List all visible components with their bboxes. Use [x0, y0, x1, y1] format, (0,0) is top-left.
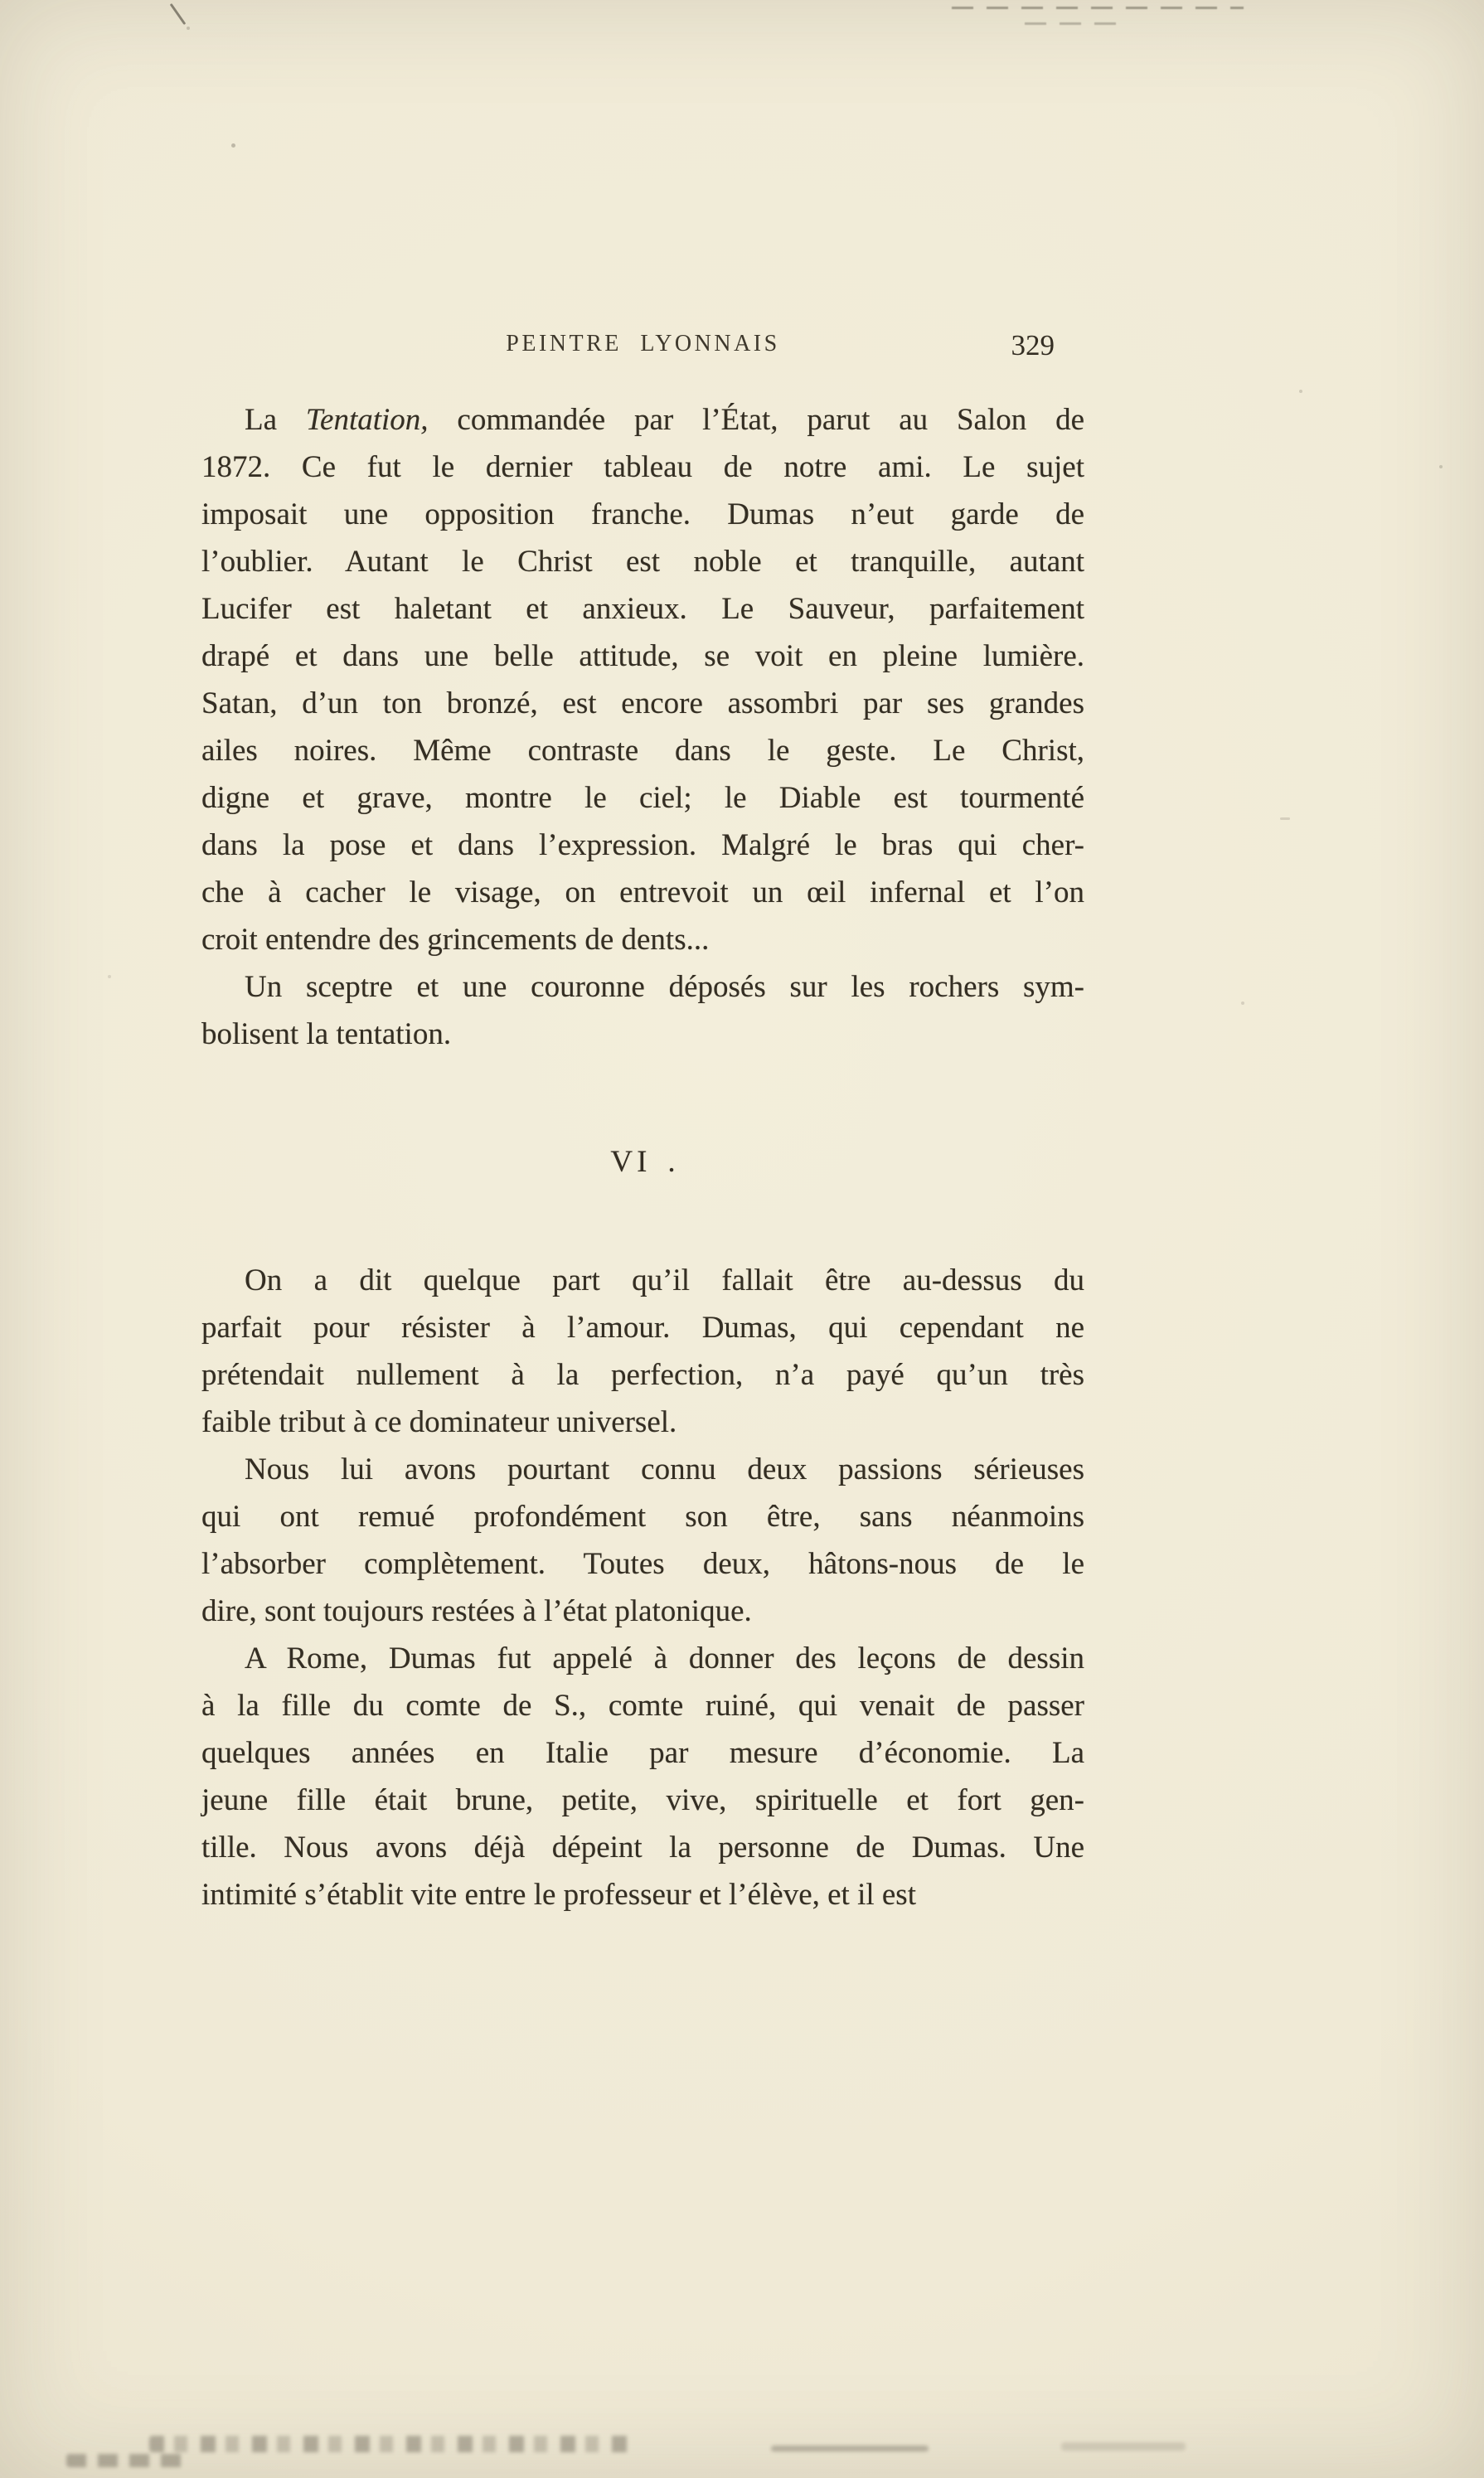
text-line	[201, 822, 1084, 869]
text-segment: tille. Nous avons déjà dépeint la personne de Dumas. Une	[201, 1831, 1084, 1865]
text-line	[201, 1588, 1084, 1635]
text-segment: prétendait nullement à la perfection, n’a payé qu’un très	[201, 1358, 1084, 1392]
scan-mark-dashes-top-right-2	[1025, 22, 1118, 25]
text-column	[201, 325, 1084, 1918]
text-line	[201, 1446, 1084, 1493]
text-segment: Nous lui avons pourtant connu deux passions sérieuses	[245, 1452, 1084, 1486]
text-segment: ailes noires. Même contraste dans le geste. Le Christ,	[201, 734, 1084, 768]
text-segment: Lucifer est haletant et anxieux. Le Sauveur, parfaitement	[201, 592, 1084, 626]
page-header	[201, 325, 1084, 363]
scan-speck	[1299, 390, 1302, 393]
italic-text: Tentation,	[305, 403, 429, 437]
text-segment: intimité s’établit vite entre le professeur et l’élève, et il est	[201, 1878, 916, 1912]
text-line	[201, 1682, 1084, 1729]
text-segment: che à cacher le visage, on entrevoit un œil infernal et l’on	[201, 875, 1084, 909]
scan-speck	[108, 975, 111, 978]
ink-bleedthrough-bottom-left	[66, 2454, 191, 2467]
scan-mark-dashes-top-right-1	[952, 7, 1244, 9]
ink-bleedthrough-bottom-right	[1061, 2442, 1186, 2451]
text-line	[201, 1351, 1084, 1399]
text-line	[201, 1257, 1084, 1304]
text-segment: jeune fille était brune, petite, vive, spirituelle et fort gen-	[201, 1783, 1084, 1817]
ink-bleedthrough-bottom	[149, 2436, 630, 2452]
text-line	[201, 1304, 1084, 1351]
text-line	[201, 680, 1084, 727]
text-segment: croit entendre des grincements de dents...	[201, 923, 710, 957]
scan-speck	[231, 143, 235, 148]
scan-mark-slash-top-left	[170, 3, 187, 25]
scan-speck	[187, 27, 190, 30]
text-segment: faible tribut à ce dominateur universel.	[201, 1405, 677, 1439]
text-line	[201, 916, 1084, 963]
text-segment: La	[245, 403, 306, 437]
text-segment: drapé et dans une belle attitude, se voit en pleine lumière.	[201, 639, 1084, 673]
text-segment: l’oublier. Autant le Christ est noble et tranquille, autant	[201, 545, 1084, 579]
text-line	[201, 1540, 1084, 1588]
text-segment: On a dit quelque part qu’il fallait être au-dessus du	[245, 1263, 1084, 1297]
text-segment: commandée par l’État, parut au Salon de	[428, 403, 1084, 437]
text-line	[201, 869, 1084, 916]
text-segment: 1872. Ce fut le dernier tableau de notre ami. Le sujet	[201, 450, 1084, 484]
text-segment: bolisent la tentation.	[201, 1017, 452, 1051]
text-line	[201, 396, 1084, 444]
text-line	[201, 963, 1084, 1011]
text-line	[201, 538, 1084, 585]
text-segment: imposait une opposition franche. Dumas n’eut garde de	[201, 497, 1084, 531]
text-segment: dans la pose et dans l’expression. Malgré le bras qui cher-	[201, 828, 1084, 862]
paragraph	[201, 1635, 1084, 1918]
text-line	[201, 1635, 1084, 1682]
text-segment: Un sceptre et une couronne déposés sur les rochers sym-	[245, 970, 1084, 1004]
running-title: PEINTRE LYONNAIS	[506, 331, 780, 356]
paragraph	[201, 1446, 1084, 1635]
text-line	[201, 633, 1084, 680]
text-line	[201, 1777, 1084, 1824]
text-segment: quelques années en Italie par mesure d’économie. La	[201, 1736, 1084, 1770]
text-segment: parfait pour résister à l’amour. Dumas, qui cependant ne	[201, 1311, 1084, 1345]
text-segment: dire, sont toujours restées à l’état platonique.	[201, 1594, 752, 1628]
page-number: 329	[1011, 329, 1055, 361]
text-block-lower	[201, 1257, 1084, 1918]
section-number: VI	[610, 1145, 652, 1179]
text-segment: qui ont remué profondément son être, sans néanmoins	[201, 1500, 1084, 1534]
text-line	[201, 1399, 1084, 1446]
text-segment: digne et grave, montre le ciel; le Diable est tourmenté	[201, 781, 1084, 815]
text-line	[201, 1011, 1084, 1058]
text-line	[201, 1729, 1084, 1777]
paragraph	[201, 1257, 1084, 1446]
text-block-upper	[201, 396, 1084, 1058]
scan-speck	[1439, 465, 1443, 468]
ink-bleedthrough-bottom	[771, 2446, 929, 2451]
scan-speck	[1280, 817, 1290, 820]
text-line	[201, 727, 1084, 774]
text-line	[201, 585, 1084, 633]
scan-speck	[1241, 1001, 1244, 1005]
section-heading	[201, 1141, 1084, 1184]
text-line	[201, 444, 1084, 491]
text-segment: Satan, d’un ton bronzé, est encore assombri par ses grandes	[201, 686, 1084, 720]
text-line	[201, 1871, 1084, 1918]
text-line	[201, 491, 1084, 538]
text-line	[201, 1493, 1084, 1540]
text-segment: l’absorber complètement. Toutes deux, hâtons-nous de le	[201, 1547, 1084, 1581]
text-segment: à la fille du comte de S., comte ruiné, qui venait de passer	[201, 1689, 1084, 1723]
section-heading-dot: .	[667, 1145, 676, 1179]
text-segment: A Rome, Dumas fut appelé à donner des leçons de dessin	[245, 1641, 1084, 1675]
text-line	[201, 1824, 1084, 1871]
text-line	[201, 774, 1084, 822]
paragraph	[201, 963, 1084, 1058]
paragraph	[201, 396, 1084, 963]
